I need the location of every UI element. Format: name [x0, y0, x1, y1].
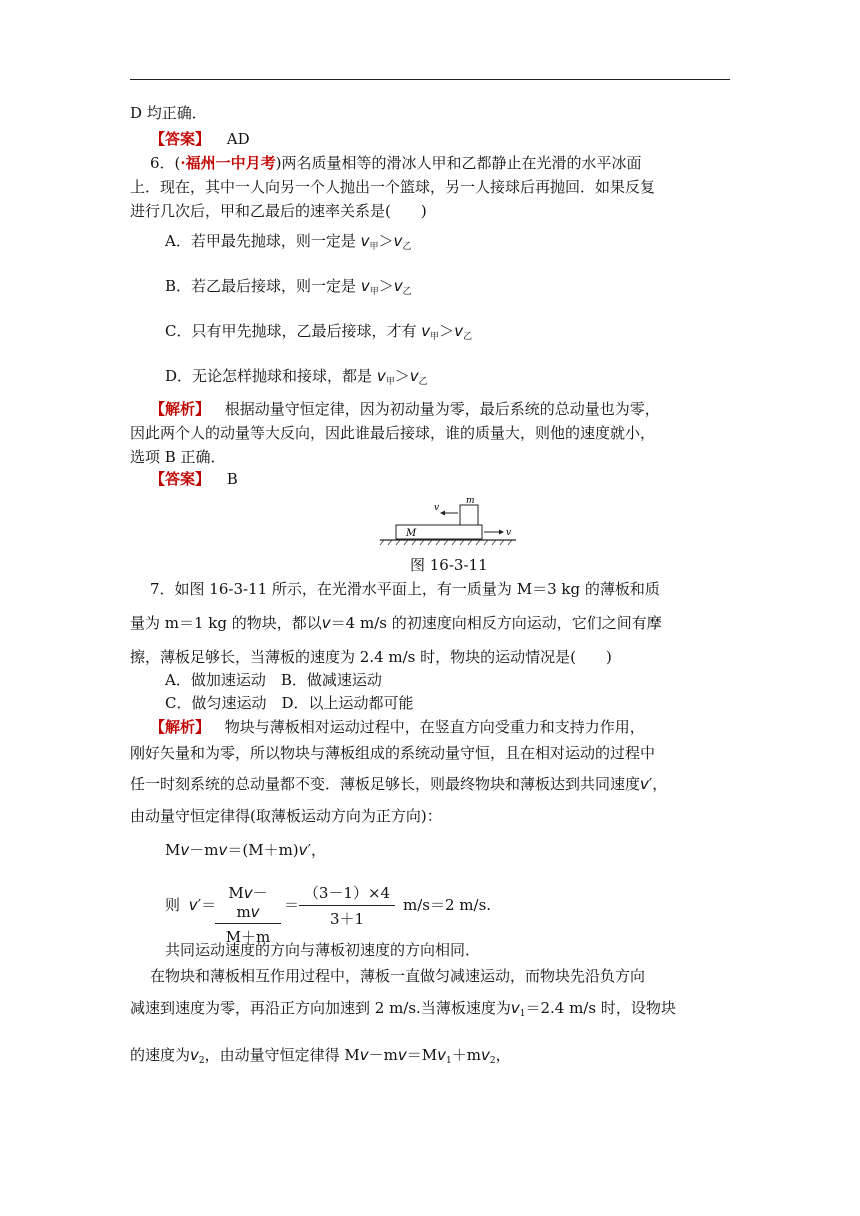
option-b: B．若乙最后接球，则一定是 $v_甲>v_乙$ [165, 277, 412, 297]
answer-value: AD [226, 130, 250, 148]
header-rule [130, 79, 730, 80]
analysis-6-line-3: 选项 B 正确． [130, 448, 226, 466]
equation-1: Mv－mv＝(M＋m)v′， [165, 841, 326, 859]
question-number: 6．( [150, 154, 181, 172]
paragraph-line: 减速到速度为零，再沿正方向加速到 2 m/s.当薄板速度为$v_1=2.4$ m/s 时，设物块 [130, 999, 676, 1019]
answer-5 [150, 129, 250, 149]
question-text: )两名质量相等的滑冰人甲和乙都静止在光滑的水平冰面 [275, 154, 642, 172]
equation-2-result: m/s＝2 m/s. [403, 896, 492, 914]
equals-sign: ＝ [284, 896, 300, 914]
block-m [460, 505, 478, 525]
figure-caption: 图 16-3-11 [410, 556, 488, 574]
answer-label: 【答案】 [150, 470, 211, 488]
analysis-label: 【解析】 [150, 718, 211, 736]
label-v-right: v [506, 528, 512, 538]
question-6-line-3: 进行几次后，甲和乙最后的速率关系是( ) [130, 202, 427, 220]
question-source: ·福州一中月考 [180, 154, 276, 172]
fraction-symbolic [215, 882, 281, 947]
question-7-line-2: 量为 m＝1 kg 的物块，都以v＝4 m/s 的初速度向相反方向运动，它们之间有摩 [130, 614, 662, 632]
analysis-7-line-4: 由动量守恒定律得(取薄板运动方向为正方向)： [130, 807, 442, 825]
question-7-options-ab: A．做加速运动 B．做减速运动 [165, 671, 382, 689]
question-6-line-2: 上．现在，其中一人向另一个人抛出一个篮球，另一人接球后再抛回．如果反复 [130, 178, 656, 196]
fraction-numerator: （3－1）×4 [303, 884, 391, 902]
question-7-line-3: 擦，薄板足够长，当薄板的速度为 2.4 m/s 时，物块的运动情况是( ) [130, 648, 612, 666]
option-d: D．无论怎样抛球和接球，都是 $v_甲>v_乙$ [165, 367, 428, 387]
arrow-left-head [440, 511, 445, 516]
answer-value: B [226, 470, 238, 488]
paragraph-line: 的速度为$v_2$，由动量守恒定律得 $Mv-mv=Mv_1+mv_2$， [130, 1046, 511, 1066]
option-a: A．若甲最先抛球，则一定是 $v_甲>v_乙$ [165, 232, 412, 252]
fraction-numerator: Mv－mv [228, 884, 268, 921]
analysis-7-line-3: 任一时刻系统的总动量都不变．薄板足够长，则最终物块和薄板达到共同速度v′， [130, 775, 668, 793]
label-m: m [466, 496, 475, 506]
answer-6 [150, 469, 238, 489]
arrow-right-head [499, 530, 504, 535]
question-7-options-cd: C．做匀速运动 D．以上运动都可能 [165, 694, 414, 712]
fraction-denominator: 3＋1 [329, 910, 365, 928]
paragraph-line: 共同运动速度的方向与薄板初速度的方向相同． [165, 941, 481, 959]
ground-hatch [380, 540, 512, 545]
figure-16-3-11 [378, 494, 518, 550]
analysis-7-line-2: 刚好矢量和为零，所以物块与薄板组成的系统动量守恒，且在相对运动的过程中 [130, 744, 656, 762]
question-6-line-1 [150, 153, 642, 173]
answer-label: 【答案】 [150, 130, 211, 148]
option-c: C．只有甲先抛球，乙最后接球，才有 $v_甲>v_乙$ [165, 322, 473, 342]
label-M: M [406, 528, 417, 539]
label-v-left: v [434, 503, 440, 513]
question-7-line-1: 7．如图 16-3-11 所示，在光滑水平面上，有一质量为 M＝3 kg 的薄板和质 [150, 580, 660, 598]
analysis-6-line-2: 因此两个人的动量等大反向，因此谁最后接球，谁的质量大，则他的速度就小， [130, 424, 656, 442]
fraction-numeric [299, 882, 395, 929]
analysis-label: 【解析】 [150, 400, 211, 418]
analysis-7-line-1: 【解析】 物块与薄板相对运动过程中，在竖直方向受重力和支持力作用， [150, 718, 645, 736]
paragraph-line: 在物块和薄板相互作用过程中，薄板一直做匀减速运动，而物块先沿负方向 [150, 967, 646, 985]
fraction-denominator: M＋m [225, 928, 271, 946]
equation-2-lead: 则 v′＝ [165, 896, 217, 914]
analysis-6-line-1: 【解析】 根据动量守恒定律，因为初动量为零，最后系统的总动量也为零， [150, 400, 660, 418]
text-line: D 均正确． [130, 104, 207, 122]
